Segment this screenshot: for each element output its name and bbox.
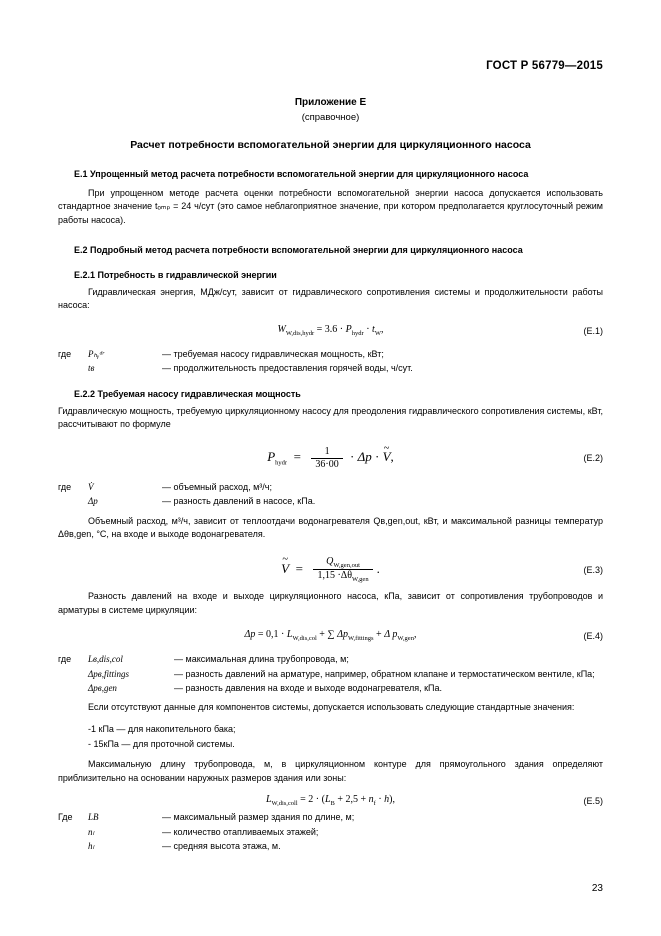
- section-heading-e22: Е.2.2 Требуемая насосу гидравлическая мощность: [74, 388, 301, 399]
- where-text: — количество отапливаемых этажей;: [162, 826, 319, 837]
- where-label: где: [58, 348, 72, 359]
- formula-e1: [58, 324, 603, 338]
- pressure-diff-paragraph: Разность давлений на входе и выходе циркуляционного насоса, кПа, зависит от сопротивления трубопроводов и арматуры в системе циркуляции:: [58, 591, 603, 615]
- where-symbol: V̇: [88, 481, 94, 492]
- page-title: Расчет потребности вспомогательной энергии для циркуляционного насоса: [130, 139, 531, 152]
- where-text: — разность давлений в насосе, кПа.: [162, 496, 316, 507]
- formula-e3-expression: ~ V = $\frac{Q_{W,gen,out}}{1,15 \cdot\Delta\theta_{W,gen}}$ .: [281, 561, 380, 576]
- where-block-e4: [58, 652, 603, 695]
- where-symbol: Δp: [88, 496, 98, 507]
- flow-paragraph: Объемный расход, м³/ч, зависит от теплоотдачи водонагревателя Qв,gen,out, кВт, и максимальной разницы температур Δθв,gen, °C, на входе и выходе водонагревателя.: [58, 515, 603, 540]
- formula-e2: [58, 446, 603, 471]
- where-row: [58, 494, 603, 508]
- section-e21-paragraph: Гидравлическая энергия, МДж/сут, зависит от гидравлического сопротивления системы и продолжительности работы насоса:: [58, 286, 603, 311]
- where-block-e1: [58, 347, 603, 376]
- where-row: [58, 839, 603, 853]
- where-text: — разность давлений на арматуре, например, обратном клапане и термостатическом вентиле, кПа;: [174, 668, 595, 679]
- where-text: — разность давления на входе и выходе водонагревателя, кПа.: [174, 682, 443, 693]
- where-text: — максимальная длина трубопровода, м;: [174, 654, 349, 665]
- maxlength-paragraph: Максимальную длину трубопровода, м, в циркуляционном контуре для прямоугольного здания определяют приблизительно на основании наружных размеров здания или зоны:: [58, 759, 603, 783]
- formula-e3: [58, 556, 603, 585]
- formula-e2-number: (Е.2): [583, 453, 603, 464]
- formula-e5-expression: $L_{W,dis,coll} = 2 \cdot (L_B + 2,5 + n_f \cdot h)$,: [265, 794, 396, 808]
- where-text: — максимальный размер здания по длине, м;: [162, 812, 355, 823]
- where-row: [58, 652, 603, 666]
- where-symbol: LВ: [88, 812, 99, 823]
- where-symbol: nₗ: [88, 826, 94, 837]
- formula-e2-expression: $P_{hydr}$ = $\frac{1}{36\cdot 00}$ · Δp · ~ V,: [267, 449, 394, 464]
- formula-e1-number: (Е.1): [583, 325, 603, 336]
- section-heading-e2: Е.2 Подробный метод расчета потребности вспомогательной энергии для циркуляционного насоса: [74, 245, 523, 256]
- where-row: [58, 667, 603, 681]
- formula-e4: [58, 629, 603, 643]
- page-number: 23: [591, 883, 603, 894]
- where-symbol: hₗ: [88, 841, 94, 852]
- where-row: [58, 480, 603, 494]
- formula-e1-expression: $W_{W,dis,hydr} = 3.6 \cdot P_{hydr} \cdot t_W$,: [277, 323, 384, 337]
- formula-e5-number: (Е.5): [583, 796, 603, 807]
- where-symbol: Δpв,fittings: [88, 668, 129, 679]
- formula-e4-number: (Е.4): [583, 631, 603, 642]
- where-row: [58, 825, 603, 839]
- where-block-e2: [58, 480, 603, 509]
- annex-title: [58, 96, 603, 124]
- where-label: где: [58, 654, 72, 665]
- where-row: [58, 810, 603, 824]
- annex-title-line: Приложение Е: [294, 97, 367, 108]
- list-item: - 15кПа — для проточной системы.: [88, 739, 235, 750]
- where-text: — требуемая насосу гидравлическая мощность, кВт;: [162, 348, 384, 359]
- where-row: [58, 681, 603, 695]
- where-row: [58, 347, 603, 361]
- section-e1-paragraph: При упрощенном методе расчета оценки потребности вспомогательной энергии насоса допускается использовать стандартное значение tₒₘₚ = 24 ч/сут (это самое неблагоприятное значение, при котором предполагается круглосуточный режим работы насоса).: [58, 187, 603, 225]
- defaults-paragraph: Если отсутствуют данные для компонентов системы, допускается использовать следующие стандартные значения:: [88, 702, 575, 713]
- where-symbol: Lв,dis,col: [88, 654, 123, 665]
- formula-e5: [58, 794, 603, 808]
- formula-e4-expression: $\Delta p = 0,1 \cdot L_{W,dis,col}$ + ∑ $\Delta p_{W,fittings} + \Delta$ $p_{W,gen}$,: [244, 629, 417, 643]
- formula-e3-number: (Е.3): [583, 564, 603, 575]
- section-e22-paragraph: Гидравлическую мощность, требуемую циркуляционному насосу для преодоления гидравлического сопротивления системы, кВт, рассчитывают по формуле: [58, 405, 603, 430]
- annex-subtitle: (справочное): [301, 111, 360, 123]
- section-heading-e21: Е.2.1 Потребность в гидравлической энергии: [74, 269, 277, 280]
- where-block-e5: [58, 810, 603, 853]
- page-header: ГОСТ Р 56779—2015: [486, 60, 603, 72]
- where-text: — продолжительность предоставления горячей воды, ч/сут.: [162, 363, 413, 374]
- where-text: — средняя высота этажа, м.: [162, 841, 281, 852]
- where-label: Где: [58, 812, 73, 823]
- list-item: -1 кПа — для накопительного бака;: [88, 723, 236, 734]
- defaults-list: [58, 722, 603, 753]
- section-heading-e1: Е.1 Упрощенный метод расчета потребности вспомогательной энергии для циркуляционного насоса: [74, 169, 529, 180]
- where-label: где: [58, 481, 72, 492]
- where-text: — объемный расход, м³/ч;: [162, 481, 272, 492]
- where-row: [58, 361, 603, 375]
- where-symbol: Pₕᵧᵈʳ: [88, 348, 105, 359]
- where-symbol: Δpв,gen: [88, 682, 117, 693]
- where-symbol: tв: [88, 363, 95, 374]
